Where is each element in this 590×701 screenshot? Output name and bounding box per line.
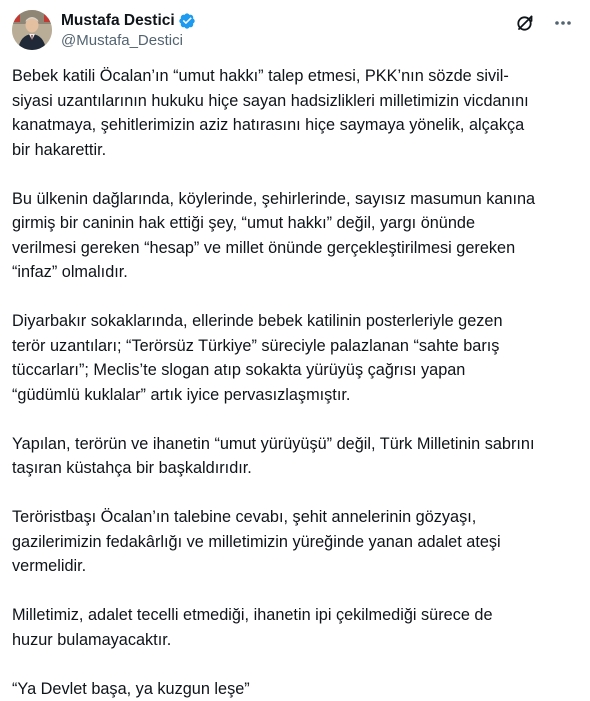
more-icon bbox=[553, 13, 573, 33]
tweet-paragraph: Milletimiz, adalet tecelli etmediği, ihanetin ipi çekilmediği sürece de huzur bulamayacaktır. bbox=[12, 603, 580, 652]
grok-icon bbox=[515, 13, 535, 33]
author-info bbox=[61, 11, 196, 49]
tweet-header bbox=[12, 10, 578, 54]
tweet-paragraph: Yapılan, terörün ve ihanetin “umut yürüyüşü” değil, Türk Milletinin sabrını taşıran küstahça bir başkaldırıdır. bbox=[12, 432, 580, 481]
author-handle[interactable]: @Mustafa_Destici bbox=[61, 32, 196, 49]
header-actions bbox=[514, 12, 574, 34]
tweet-paragraph: Bu ülkenin dağlarında, köylerinde, şehirlerinde, sayısız masumun kanına girmiş bir caninin hak ettiği şey, “umut hakkı” değil, yargı önünde verilmesi gereken “hesap” ve millet önünde gerçekleştirilmesi gereken “infaz” olmalıdır. bbox=[12, 187, 580, 285]
grok-button[interactable] bbox=[514, 12, 536, 34]
tweet-paragraph: Teröristbaşı Öcalan’ın talebine cevabı, şehit annelerinin gözyaşı, gazilerimizin fedakârlığı ve milletimizin yüreğinde yanan adalet ateşi vermelidir. bbox=[12, 505, 580, 579]
display-name-row bbox=[61, 11, 196, 31]
tweet-paragraph: Diyarbakır sokaklarında, ellerinde bebek katilinin posterleriyle gezen terör uzantıları; “Terörsüz Türkiye” süreciyle palazlanan “sahte barış tüccarları”; Meclis’te slogan atıp sokakta yürüyüş çağrısı yapan “güdümlü kuklalar” artık iyice pervasızlaşmıştır. bbox=[12, 309, 580, 407]
avatar[interactable] bbox=[12, 10, 52, 50]
author-display-name[interactable]: Mustafa Destici bbox=[61, 12, 175, 30]
tweet-paragraph: Bebek katili Öcalan’ın “umut hakkı” talep etmesi, PKK’nın sözde sivil- siyasi uzantılarının hukuku hiçe sayan hadsizlikleri milletimizin vicdanını kanatmaya, şehitlerimizin aziz hatırasını hiçe saymaya yönelik, alçakça bir hakarettir. bbox=[12, 64, 580, 162]
tweet-text bbox=[12, 64, 580, 701]
more-options-button[interactable] bbox=[552, 12, 574, 34]
tweet-quote-paragraph: “Ya Devlet başa, ya kuzgun leşe” bbox=[12, 677, 580, 701]
avatar-image bbox=[12, 10, 52, 50]
verified-badge-icon bbox=[178, 12, 196, 30]
